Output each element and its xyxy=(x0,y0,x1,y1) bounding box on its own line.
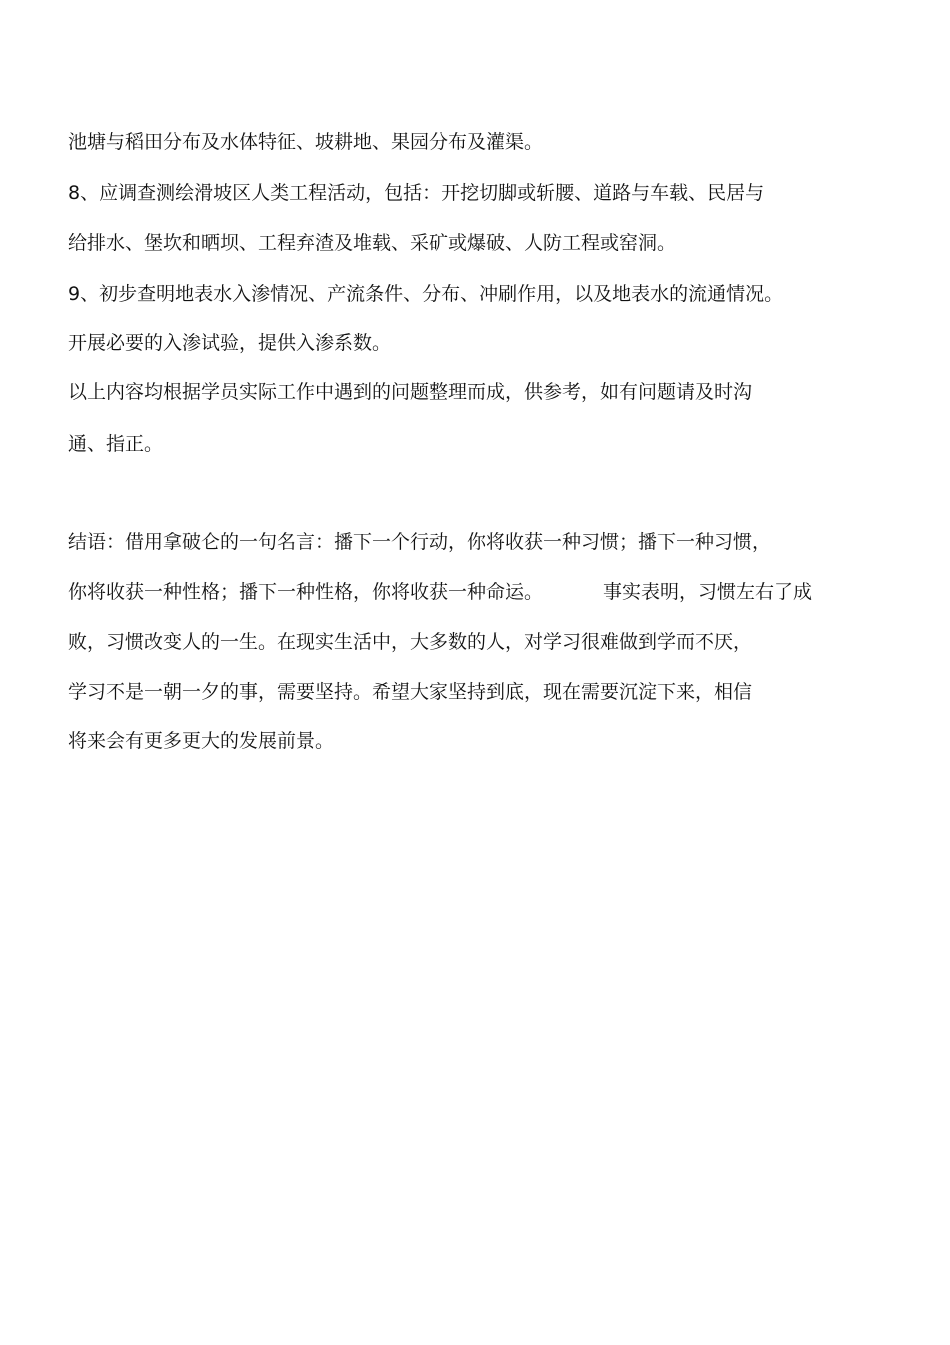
body-line-5: 开展必要的入渗试验，提供入渗系数。 xyxy=(68,332,392,354)
body-line-4: 9、初步查明地表水入渗情况、产流条件、分布、冲刷作用，以及地表水的流通情况。 xyxy=(68,283,784,305)
body-line-2: 8、应调查测绘滑坡区人类工程活动，包括：开挖切脚或斩腰、道路与车载、民居与 xyxy=(68,182,765,204)
conclusion-line-2 xyxy=(68,580,812,604)
conclusion-line-3: 败，习惯改变人的一生。在现实生活中，大多数的人，对学习很难做到学而不厌， xyxy=(68,631,753,653)
body-line-1: 池塘与稻田分布及水体特征、坡耕地、果园分布及灌渠。 xyxy=(68,131,544,153)
body-line-7: 通、指正。 xyxy=(68,433,164,455)
conclusion-line-4: 学习不是一朝一夕的事，需要坚持。希望大家坚持到底，现在需要沉淀下来，相信 xyxy=(68,681,753,703)
conclusion-line-2-part-a: 你将收获一种性格；播下一种性格，你将收获一种命运。 xyxy=(68,581,544,603)
conclusion-line-2-part-b: 事实表明，习惯左右了成 xyxy=(603,581,813,603)
body-line-6: 以上内容均根据学员实际工作中遇到的问题整理而成，供参考，如有问题请及时沟 xyxy=(68,381,753,403)
conclusion-line-5: 将来会有更多更大的发展前景。 xyxy=(68,730,335,752)
body-line-3: 给排水、堡坎和晒坝、工程弃渣及堆载、采矿或爆破、人防工程或窑洞。 xyxy=(68,232,677,254)
conclusion-line-1: 结语：借用拿破仑的一句名言：播下一个行动，你将收获一种习惯；播下一种习惯， xyxy=(68,531,772,553)
